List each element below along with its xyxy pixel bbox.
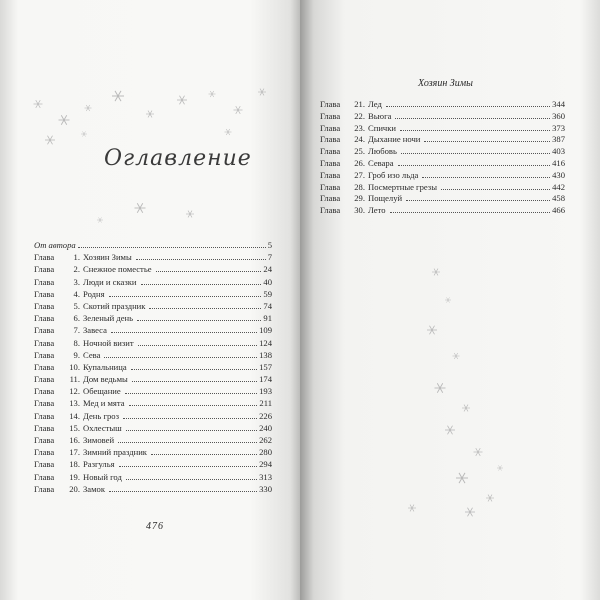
toc-entry-number: 27. [354, 169, 365, 180]
toc-entry-title: Спички [368, 122, 397, 133]
dot-leader [78, 246, 266, 248]
toc-entry-title: Дом ведьмы [83, 374, 128, 385]
toc-entry [34, 422, 272, 434]
toc-entry [34, 434, 272, 446]
toc-entry-title: Сева [83, 349, 101, 360]
toc-entry-title: Новый год [83, 471, 122, 482]
toc-entry-title: Любовь [368, 146, 397, 157]
toc-entry-title: Хозяин Зимы [83, 252, 132, 263]
toc-entry [320, 193, 565, 205]
dot-leader [395, 117, 550, 119]
toc-entry [34, 276, 272, 288]
toc-entry-page: 416 [552, 157, 565, 168]
toc-entry-label: Глава [34, 386, 55, 397]
toc-entry-label: Глава [320, 99, 341, 109]
toc-entry-title: Завеса [83, 325, 107, 336]
toc-entry-page: 40 [263, 276, 272, 287]
toc-entry [320, 205, 565, 217]
dot-leader [386, 105, 550, 107]
toc-entry-number: 11. [69, 374, 80, 385]
toc-entry-page: 7 [267, 252, 272, 263]
toc-entry-title: Лето [368, 205, 386, 216]
toc-entry-number: 8. [73, 337, 80, 348]
toc-entry-label: Глава [34, 349, 55, 360]
toc-entry-page: 174 [259, 374, 272, 385]
dot-leader [136, 258, 266, 260]
toc-entry-page: 262 [259, 435, 272, 445]
dot-leader [132, 380, 257, 382]
toc-entry-title: Зеленый день [83, 313, 134, 324]
toc-entry-number: 13. [69, 398, 80, 409]
toc-entry-number: 3. [73, 276, 80, 287]
toc-entry-page: 387 [552, 134, 565, 145]
toc-entry-title: Дыхание ночи [368, 134, 421, 145]
dot-leader [141, 283, 262, 285]
toc-entry-page: 442 [552, 181, 565, 192]
toc-entry-label: Глава [320, 157, 341, 168]
toc-entry [34, 446, 272, 458]
toc-entry [34, 361, 272, 373]
toc-entry-number: 19. [69, 471, 80, 482]
toc-entry-page: 157 [259, 361, 272, 372]
toc-entry-label: Глава [320, 134, 341, 145]
dot-leader [126, 478, 257, 480]
toc-entry-number: 17. [69, 447, 80, 458]
toc-entry [34, 239, 272, 251]
toc-entry-page: 330 [259, 483, 272, 494]
toc-entry-label: Глава [320, 181, 341, 192]
toc-entry-title: Охлестыш [83, 422, 122, 433]
toc-entry [320, 182, 565, 194]
toc-entry-number: 4. [73, 288, 80, 299]
toc-entry-page: 430 [552, 169, 565, 180]
toc-entry [34, 471, 272, 483]
toc-entry [34, 349, 272, 361]
toc-entry-label: Глава [34, 435, 55, 445]
toc-entry [320, 123, 565, 135]
toc-entry-title: Вьюга [368, 110, 392, 121]
dot-leader [151, 453, 257, 455]
toc-entry-label: Глава [34, 300, 55, 311]
toc-entry-label: Глава [34, 313, 55, 324]
toc-entry-label: Глава [320, 122, 341, 133]
toc-title: Оглавление [104, 146, 252, 171]
toc-entry-number: 18. [69, 459, 80, 470]
toc-entry-number: 15. [69, 422, 80, 433]
dot-leader [138, 344, 257, 346]
toc-entry-label: Глава [320, 205, 341, 216]
toc-list-right [320, 99, 565, 217]
dot-leader [118, 441, 257, 443]
toc-entry [34, 373, 272, 385]
running-head: Хозяин Зимы [418, 78, 473, 89]
dot-leader [109, 490, 257, 492]
toc-entry-title: Пощелуй [368, 193, 403, 204]
toc-entry-label: Глава [34, 410, 55, 421]
toc-entry-label: Глава [320, 193, 341, 204]
dot-leader [149, 307, 261, 309]
toc-entry-label: Глава [34, 252, 55, 263]
toc-entry [34, 312, 272, 324]
toc-entry-title: Посмертные грезы [368, 181, 437, 192]
toc-entry-page: 59 [263, 288, 272, 299]
toc-entry-title: Купальница [83, 361, 127, 372]
toc-list-left [34, 239, 272, 495]
dot-leader [129, 404, 258, 406]
toc-entry-page: 91 [263, 313, 272, 324]
toc-entry-number: 21. [354, 99, 365, 109]
dot-leader [406, 199, 550, 201]
toc-entry-label: Глава [34, 422, 55, 433]
toc-entry-title: Ночной визит [83, 337, 134, 348]
dot-leader [109, 295, 262, 297]
toc-entry-page: 458 [552, 193, 565, 204]
toc-entry-number: 29. [354, 193, 365, 204]
toc-entry-title: Снежное поместье [83, 264, 152, 275]
dot-leader [398, 164, 551, 166]
toc-entry-number: 28. [354, 181, 365, 192]
toc-entry-page: 138 [259, 349, 272, 360]
toc-entry [34, 324, 272, 336]
dot-leader [111, 331, 257, 333]
toc-entry-number: 5. [73, 300, 80, 311]
toc-entry [34, 337, 272, 349]
toc-entry [34, 263, 272, 275]
toc-entry-page: 403 [552, 146, 565, 157]
toc-entry-number: 24. [354, 134, 365, 145]
toc-entry-page: 294 [259, 459, 272, 470]
toc-entry [320, 146, 565, 158]
toc-entry-page: 313 [259, 471, 272, 482]
toc-entry-title: Родня [83, 288, 105, 299]
dot-leader [401, 152, 550, 154]
toc-entry-title: Лед [368, 99, 382, 109]
toc-entry-title: Мед и мята [83, 398, 125, 409]
toc-entry [320, 99, 565, 111]
toc-entry [34, 385, 272, 397]
dot-leader [123, 417, 257, 419]
toc-entry [320, 111, 565, 123]
toc-entry-number: 23. [354, 122, 365, 133]
toc-entry [34, 397, 272, 409]
toc-entry-label: Глава [34, 288, 55, 299]
page-number: 476 [146, 521, 164, 532]
toc-entry-label: Глава [34, 483, 55, 494]
toc-entry-label: Глава [320, 169, 341, 180]
toc-entry-label: Глава [34, 374, 55, 385]
toc-entry-label: Глава [34, 361, 55, 372]
toc-entry-number: 1. [73, 252, 80, 263]
dot-leader [126, 429, 257, 431]
toc-entry-number: 2. [73, 264, 80, 275]
dot-leader [119, 465, 258, 467]
toc-entry-page: 5 [267, 240, 272, 250]
dot-leader [156, 270, 262, 272]
toc-entry-number: 10. [69, 361, 80, 372]
toc-entry-number: 6. [73, 313, 80, 324]
toc-entry-label: Глава [34, 276, 55, 287]
toc-entry-number: 12. [69, 386, 80, 397]
toc-entry-label: Глава [34, 398, 55, 409]
toc-entry-number: 16. [69, 435, 80, 445]
toc-entry-label: Глава [34, 337, 55, 348]
toc-entry [320, 158, 565, 170]
toc-entry-number: 14. [69, 410, 80, 421]
toc-entry [34, 410, 272, 422]
toc-entry-label: Глава [320, 110, 341, 121]
toc-entry-label: Глава [34, 325, 55, 336]
toc-entry-page: 466 [552, 205, 565, 216]
toc-entry [320, 134, 565, 146]
toc-entry-page: 280 [259, 447, 272, 458]
toc-entry-title: Севара [368, 157, 394, 168]
dot-leader [390, 211, 551, 213]
toc-entry [34, 483, 272, 495]
toc-entry-number: 22. [354, 110, 365, 121]
toc-entry-page: 211 [259, 398, 272, 409]
toc-entry-title: Зимний праздник [83, 447, 147, 458]
toc-entry-number: 26. [354, 157, 365, 168]
toc-entry-page: 109 [259, 325, 272, 336]
toc-entry-page: 344 [552, 99, 565, 109]
toc-entry-title: Замок [83, 483, 106, 494]
toc-entry-page: 24 [263, 264, 272, 275]
toc-entry-title: День гроз [83, 410, 119, 421]
toc-entry [34, 300, 272, 312]
toc-entry-label: Глава [34, 471, 55, 482]
toc-entry-page: 124 [259, 337, 272, 348]
dot-leader [424, 140, 550, 142]
dot-leader [131, 368, 257, 370]
toc-entry [34, 458, 272, 470]
toc-entry-number: 30. [354, 205, 365, 216]
toc-entry [34, 251, 272, 263]
toc-entry-title: Разгулья [83, 459, 115, 470]
dot-leader [400, 129, 550, 131]
toc-entry [34, 288, 272, 300]
toc-entry-page: 373 [552, 122, 565, 133]
toc-entry-title: Гроб изо льда [368, 169, 419, 180]
dot-leader [422, 176, 550, 178]
dot-leader [125, 392, 257, 394]
toc-entry-page: 240 [259, 422, 272, 433]
toc-entry-number: 7. [73, 325, 80, 336]
toc-entry-label: Глава [34, 447, 55, 458]
dot-leader [104, 356, 257, 358]
toc-entry-number: 25. [354, 146, 365, 157]
dot-leader [441, 188, 550, 190]
toc-entry-title: Зимовей [83, 435, 115, 445]
toc-entry-page: 193 [259, 386, 272, 397]
toc-entry-label: Глава [34, 264, 55, 275]
toc-entry-title: Люди и сказки [83, 276, 137, 287]
toc-entry-page: 360 [552, 110, 565, 121]
toc-entry-title: Обещание [83, 386, 121, 397]
toc-entry-number: 9. [73, 349, 80, 360]
toc-entry-number: 20. [69, 483, 80, 494]
toc-entry-title: Скотий праздник [83, 300, 146, 311]
toc-entry-label: Глава [34, 459, 55, 470]
toc-entry-label: От автора [34, 240, 76, 250]
dot-leader [137, 319, 261, 321]
toc-entry-page: 226 [259, 410, 272, 421]
toc-entry [320, 170, 565, 182]
toc-entry-page: 74 [263, 300, 272, 311]
toc-entry-label: Глава [320, 146, 341, 157]
